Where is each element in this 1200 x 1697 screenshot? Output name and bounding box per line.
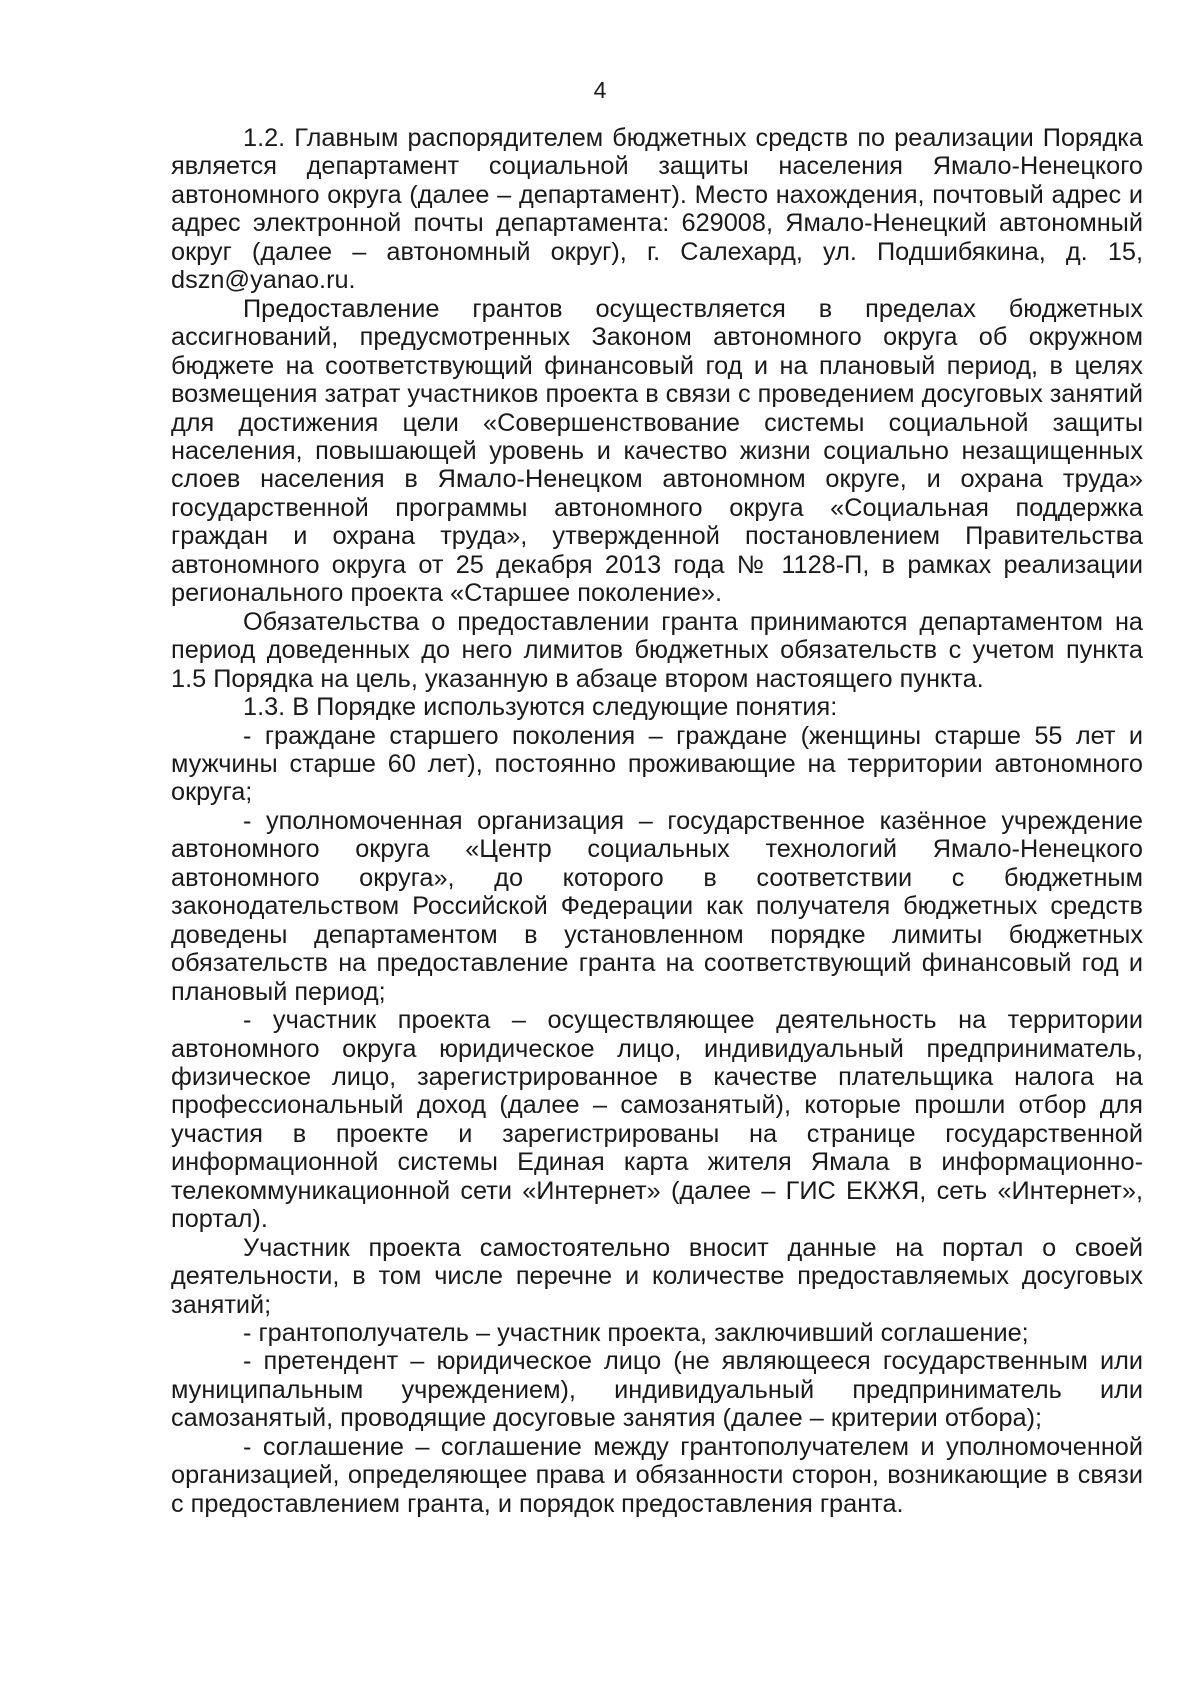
definition-senior-citizens: - граждане старшего поколения – граждане (женщины старше 55 лет и мужчины старше 60 лет), постоянно проживающие на территории автономного округа; (171, 721, 1143, 807)
paragraph-grant-obligations: Обязательства о предоставлении гранта принимаются департаментом на период доведенных до него лимитов бюджетных обязательств с учетом пункта 1.5 Порядка на цель, указанную в абзаце втором настоящего пункта. (171, 607, 1143, 693)
page-number: 4 (593, 77, 607, 103)
document-body (171, 124, 1143, 1518)
definition-agreement: - соглашение – соглашение между грантополучателем и уполномоченной организацией, определяющее права и обязанности сторон, возникающие в связи с предоставлением гранта, и порядок предоставления гранта. (171, 1432, 1143, 1518)
definition-applicant: - претендент – юридическое лицо (не являющееся государственным или муниципальным учреждением), индивидуальный предприниматель или самозанятый, проводящие досуговые занятия (далее – критерии отбора); (171, 1347, 1143, 1433)
paragraph-1-2-main-manager: 1.2. Главным распорядителем бюджетных средств по реализации Порядка является департамент социальной защиты населения Ямало-Ненецкого автономного округа (далее – департамент). Место нахождения, почтовый адрес и адрес электронной почты департамента: 629008, Ямало-Ненецкий автономный округ (далее – автономный округ), г. Салехард, ул. Подшибякина, д. 15, dszn@yanao.ru. (171, 124, 1143, 295)
paragraph-participant-data-entry: Участник проекта самостоятельно вносит данные на портал о своей деятельности, в том числе перечне и количестве предоставляемых досуговых занятий; (171, 1233, 1143, 1319)
paragraph-1-3-definitions-intro: 1.3. В Порядке используются следующие понятия: (243, 693, 838, 722)
definition-authorized-organization: - уполномоченная организация – государственное казённое учреждение автономного округа «Центр социальных технологий Ямало-Ненецкого автономного округа», до которого в соответствии с бюджетным законодательством Российской Федерации как получателя бюджетных средств доведены департаментом в установленном порядке лимиты бюджетных обязательств на предоставление гранта на соответствующий финансовый год и плановый период; (171, 806, 1143, 1006)
definition-project-participant: - участник проекта – осуществляющее деятельность на территории автономного округа юридическое лицо, индивидуальный предприниматель, физическое лицо, зарегистрированное в качестве плательщика налога на профессиональный доход (далее – самозанятый), которые прошли отбор для участия в проекте и зарегистрированы на странице государственной информационной системы Единая карта жителя Ямала в информационно-телекоммуникационной сети «Интернет» (далее – ГИС ЕКЖЯ, сеть «Интернет», портал). (171, 1006, 1143, 1234)
definition-grant-recipient: - грантополучатель – участник проекта, заключивший соглашение; (243, 1319, 1029, 1348)
paragraph-grant-provision: Предоставление грантов осуществляется в пределах бюджетных ассигнований, предусмотренных Законом автономного округа об окружном бюджете на соответствующий финансовый год и на плановый период, в целях возмещения затрат участников проекта в связи с проведением досуговых занятий для достижения цели «Совершенствование системы социальной защиты населения, повышающей уровень и качество жизни социально незащищенных слоев населения в Ямало-Ненецком автономном округе, и охрана труда» государственной программы автономного округа «Социальная поддержка граждан и охрана труда», утвержденной постановлением Правительства автономного округа от 25 декабря 2013 года № 1128-П, в рамках реализации регионального проекта «Старшее поколение». (171, 294, 1143, 608)
